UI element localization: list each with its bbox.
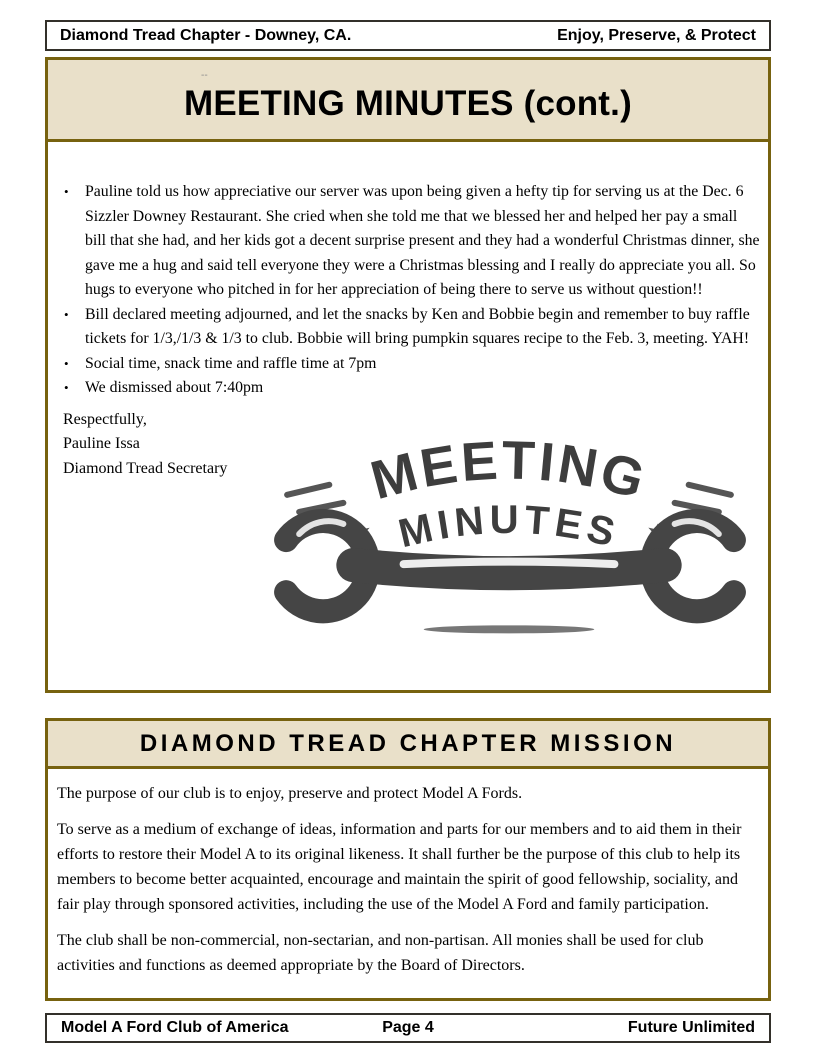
signature-line: Diamond Tread Secretary (63, 459, 228, 477)
right-star-icon: ★ (643, 517, 669, 546)
page-footer (45, 1013, 771, 1043)
graphic-bottom-text: MINUTES (394, 496, 624, 557)
footer-page-number: Page 4 (382, 1019, 434, 1036)
bullet-item: • Social time, snack time and raffle time at 7pm (85, 352, 760, 377)
mission-title: DIAMOND TREAD CHAPTER MISSION (139, 729, 677, 757)
header-right-text: Enjoy, Preserve, & Protect (557, 26, 756, 44)
mission-title-banner (48, 721, 768, 769)
signature-line: Pauline Issa (63, 435, 140, 452)
meeting-minutes-section (45, 57, 771, 693)
mission-section (45, 718, 771, 1001)
left-star-icon: ★ (349, 517, 375, 546)
stray-mark: -- (201, 70, 208, 81)
meeting-minutes-title: MEETING MINUTES (cont.) (184, 83, 632, 123)
footer-right-text: Future Unlimited (627, 1019, 755, 1036)
mission-body (48, 769, 768, 978)
meeting-minutes-title-banner (48, 60, 768, 142)
meeting-minutes-bullet-list (48, 142, 768, 401)
meeting-minutes-body (48, 142, 768, 687)
wrench-shadow (424, 625, 595, 633)
mission-paragraph: The club shall be non-commercial, non-sectarian, and non-partisan. All monies shall be used for club activities and functions as deemed appropriate by the Board of Directors. (57, 932, 704, 974)
page-header (45, 20, 771, 51)
mission-paragraph: To serve as a medium of exchange of ideas, information and parts for our members and to aid them in their efforts to restore their Model A to its original likeness. It shall further be the purpose of this club to help its members to become better acquainted, encourage and maintain the spirit of good fellowship, sociality, and fair play through sponsored activities, including the use of the Model A Ford and family participation. (57, 821, 742, 913)
graphic-top-text: MEETING (364, 430, 654, 512)
mission-paragraph: The purpose of our club is to enjoy, preserve and protect Model A Fords. (57, 785, 523, 802)
header-left-text: Diamond Tread Chapter - Downey, CA. (60, 26, 352, 44)
bullet-item: • Bill declared meeting adjourned, and let the snacks by Ken and Bobbie begin and remember to buy raffle tickets for 1/3,/1/3 & 1/3 to club. Bobbie will bring pumpkin squares recipe to the Feb. 3, meeting. YAH! (85, 303, 760, 352)
signature-line: Respectfully, (63, 410, 147, 428)
bullet-item: • Pauline told us how appreciative our server was upon being given a hefty tip for serving us at the Dec. 6 Sizzler Downey Restaurant. She cried when she told me that we blessed her and helped her pay a small bill that she had, and her kids got a decent surprise present and they had a wonderful Christmas dinner, she gave me a hug and said tell everyone they were a Christmas blessing and I really do appreciate you all. So hugs to everyone who pitched in for her appreciation of being there to serve us without question!! (85, 180, 760, 303)
meeting-minutes-wrench-graphic (253, 430, 765, 642)
bullet-item: • We dismissed about 7:40pm (85, 376, 760, 401)
footer-left-text: Model A Ford Club of America (61, 1019, 289, 1036)
